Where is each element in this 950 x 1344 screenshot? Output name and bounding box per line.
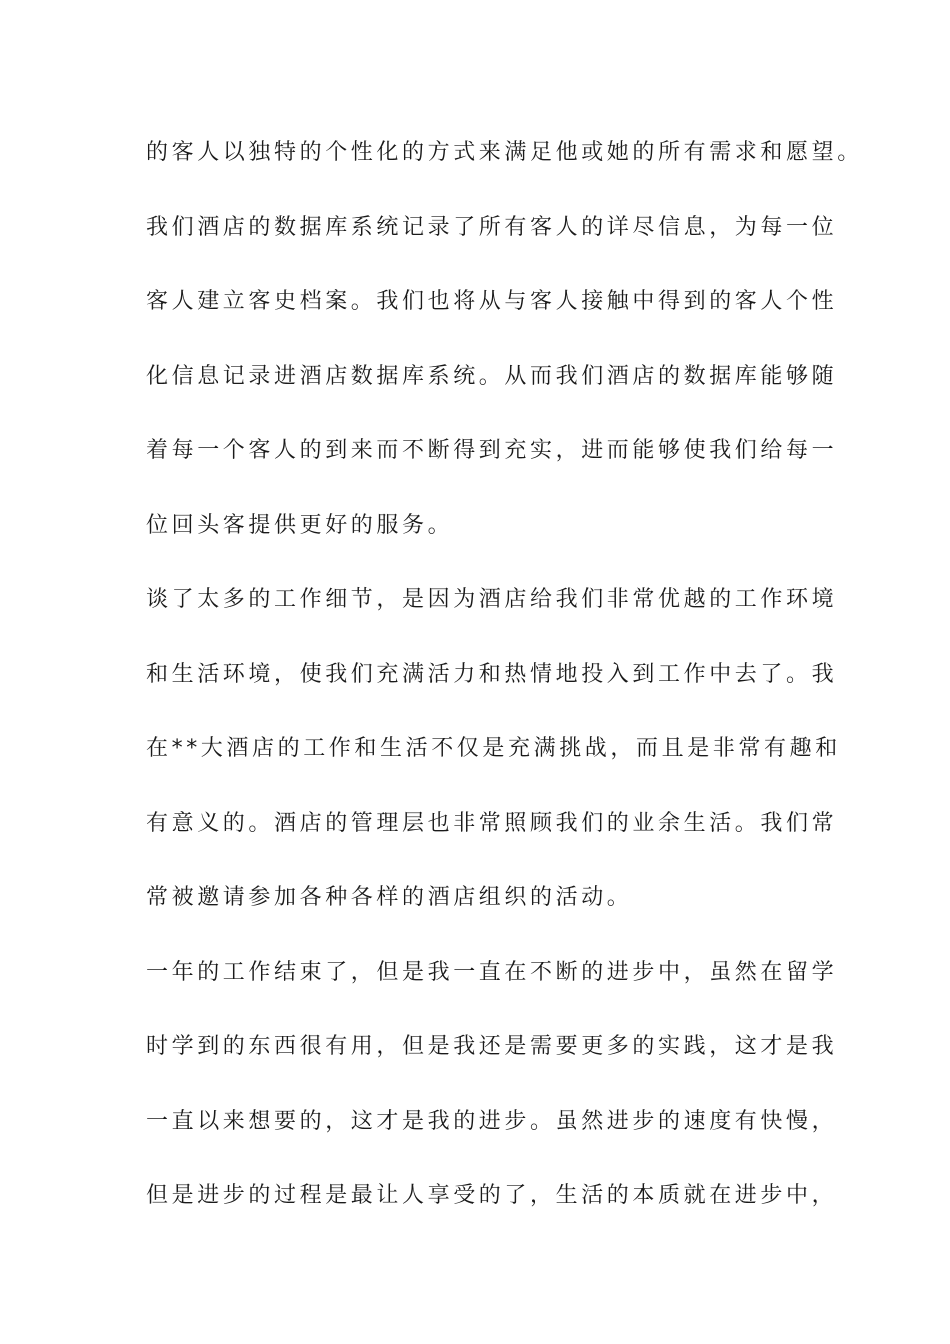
text-line: 在**大酒店的工作和生活不仅是充满挑战，而且是非常有趣和 [146,736,841,761]
text-line: 但是进步的过程是最让人享受的了，生活的本质就在进步中， [146,1183,838,1208]
text-line: 一直以来想要的，这才是我的进步。虽然进步的速度有快慢， [146,1108,838,1134]
text-line: 有意义的。酒店的管理层也非常照顾我们的业余生活。我们常 [146,810,838,836]
text-line: 时学到的东西很有用，但是我还是需要更多的实践，这才是我 [146,1034,838,1059]
text-line: 化信息记录进酒店数据库系统。从而我们酒店的数据库能够随 [146,363,838,389]
body-text [146,130,863,1248]
text-line: 一年的工作结束了，但是我一直在不断的进步中，虽然在留学 [146,959,838,985]
text-line: 的客人以独特的个性化的方式来满足他或她的所有需求和愿望。 [146,140,863,165]
text-line: 位回头客提供更好的服务。 [146,512,454,538]
text-line: 着每一个客人的到来而不断得到充实，进而能够使我们给每一 [146,438,838,463]
text-line: 我们酒店的数据库系统记录了所有客人的详尽信息，为每一位 [146,214,838,240]
text-line: 客人建立客史档案。我们也将从与客人接触中得到的客人个性 [146,289,838,314]
text-line: 常被邀请参加各种各样的酒店组织的活动。 [146,885,633,910]
text-line: 谈了太多的工作细节，是因为酒店给我们非常优越的工作环境 [146,587,838,612]
text-line: 和生活环境，使我们充满活力和热情地投入到工作中去了。我 [146,661,838,687]
